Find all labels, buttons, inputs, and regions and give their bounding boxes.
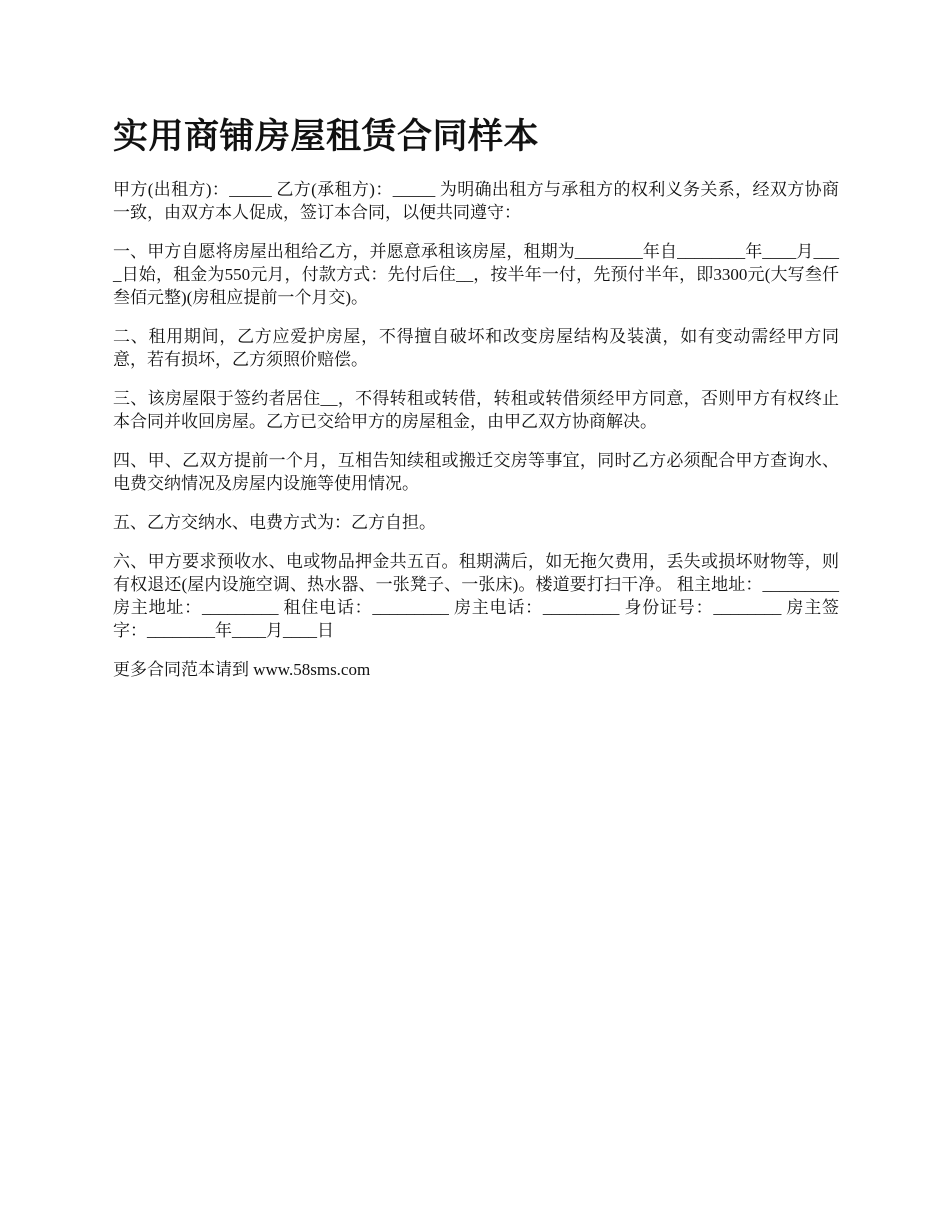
clause-4-paragraph: 四、甲、乙双方提前一个月，互相告知续租或搬迁交房等事宜，同时乙方必须配合甲方查询水、电费交纳情况及房屋内设施等使用情况。 (113, 451, 839, 493)
document-title: 实用商铺房屋租赁合同样本 (113, 116, 540, 157)
clause-2-paragraph: 二、租用期间，乙方应爱护房屋，不得擅自破坏和改变房屋结构及装潢，如有变动需经甲方同意，若有损坏，乙方须照价赔偿。 (113, 327, 839, 369)
clause-1-paragraph: 一、甲方自愿将房屋出租给乙方，并愿意承租该房屋，租期为________年自________年____月____日始，租金为550元月，付款方式：先付后住__，按半年一付，先预付半年，即3300元(大写叁仟叁佰元整)(房租应提前一个月交)。 (113, 242, 839, 307)
document-page (113, 112, 839, 697)
clause-6-paragraph: 六、甲方要求预收水、电或物品押金共五百。租期满后，如无拖欠费用，丢失或损坏财物等，则有权退还(屋内设施空调、热水器、一张凳子、一张床)。楼道要打扫干净。 租主地址：_________ 房主地址：_________ 租住电话：_________ 房主电话：_________ 身份证号：________ 房主签字：________年____月____日 (113, 552, 839, 640)
footer-note: 更多合同范本请到 www.58sms.com (113, 660, 371, 679)
intro-paragraph: 甲方(出租方)：_____ 乙方(承租方)：_____ 为明确出租方与承租方的权利义务关系，经双方协商一致，由双方本人促成，签订本合同，以便共同遵守： (113, 180, 839, 222)
clause-3-paragraph: 三、该房屋限于签约者居住__，不得转租或转借，转租或转借须经甲方同意，否则甲方有权终止本合同并收回房屋。乙方已交给甲方的房屋租金，由甲乙双方协商解决。 (113, 389, 839, 431)
clause-5-paragraph: 五、乙方交纳水、电费方式为：乙方自担。 (113, 513, 436, 532)
